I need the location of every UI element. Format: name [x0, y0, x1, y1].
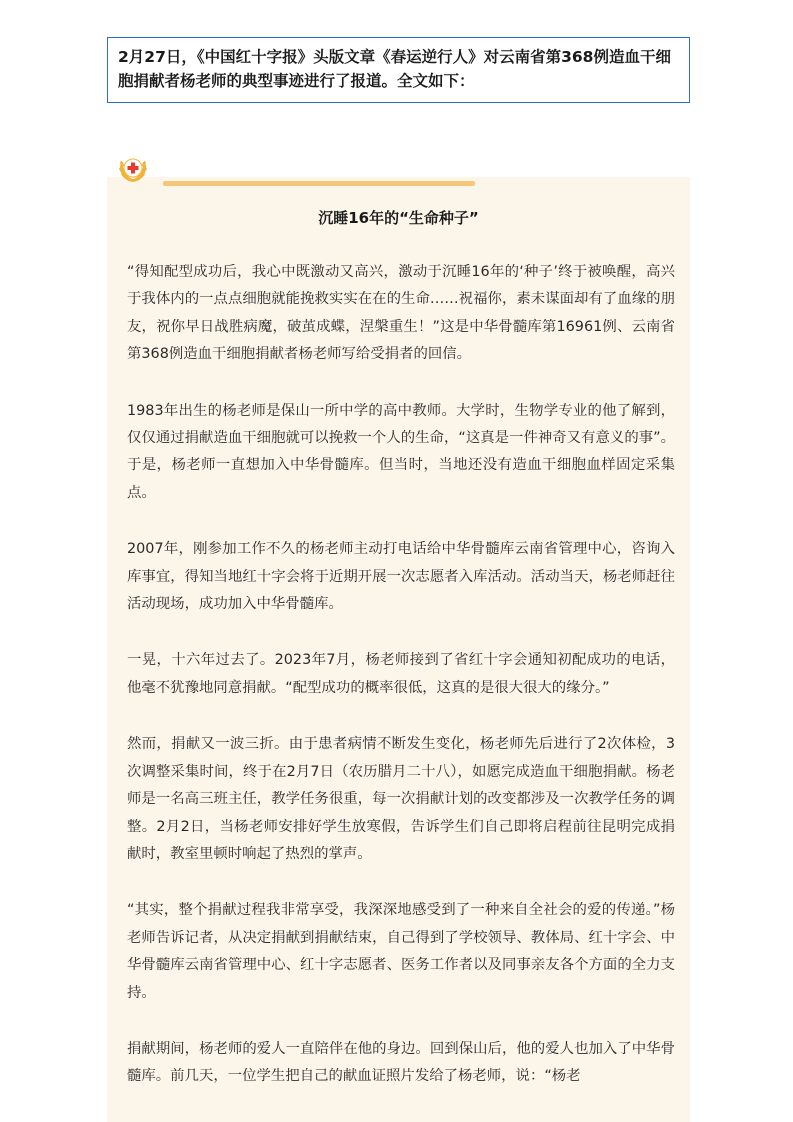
- article-body: [127, 259, 675, 1120]
- paragraph: 然而，捐献又一波三折。由于患者病情不断发生变化，杨老师先后进行了2次体检，3次调整采集时间，终于在2月7日（农历腊月二十八），如愿完成造血干细胞捐献。杨老师是一名高三班主任，教学任务很重，每一次捐献计划的改变都涉及一次教学任务的调整。2月2日，当杨老师安排好学生放寒假，告诉学生们自己即将启程前往昆明完成捐献时，教室里顿时响起了热烈的掌声。: [127, 736, 675, 862]
- paragraph: 一晃，十六年过去了。2023年7月，杨老师接到了省红十字会通知初配成功的电话，他毫不犹豫地同意捐献。“配型成功的概率很低，这真的是很大很大的缘分。”: [127, 652, 675, 696]
- paragraph: 2007年，刚参加工作不久的杨老师主动打电话给中华骨髓库云南省管理中心，咨询入库事宜，得知当地红十字会将于近期开展一次志愿者入库活动。活动当天，杨老师赶往活动现场，成功加入中华骨髓库。: [127, 541, 675, 613]
- intro-text: 2月27日，《中国红十字报》头版文章《春运逆行人》对云南省第368例造血干细胞捐献者杨老师的典型事迹进行了报道。全文如下：: [118, 48, 671, 90]
- paragraph: “得知配型成功后，我心中既激动又高兴，激动于沉睡16年的‘种子’终于被唤醒，高兴于我体内的一点点细胞就能挽救实实在在的生命……祝福你，素未谋面却有了血缘的朋友，祝你早日战胜病魔，破茧成蝶，涅槃重生！”这是中华骨髓库第16961例、云南省第368例造血干细胞捐献者杨老师写给受捐者的回信。: [127, 264, 675, 363]
- red-cross-emblem-icon: [117, 153, 149, 185]
- paragraph: 捐献期间，杨老师的爱人一直陪伴在他的身边。回到保山后，他的爱人也加入了中华骨髓库。前几天，一位学生把自己的献血证照片发给了杨老师，说：“杨老: [127, 1040, 675, 1085]
- article-heading: 沉睡16年的“生命种子”: [318, 209, 479, 227]
- paragraph: 1983年出生的杨老师是保山一所中学的高中教师。大学时，生物学专业的他了解到，仅仅通过捐献造血干细胞就可以挽救一个人的生命，“这真是一件神奇又有意义的事”。于是，杨老师一直想加入中华骨髓库。但当时，当地还没有造血干细胞血样固定采集点。: [127, 402, 675, 501]
- paragraph: “其实，整个捐献过程我非常享受，我深深地感受到了一种来自全社会的爱的传递。”杨老师告诉记者，从决定捐献到捐献结束，自己得到了学校领导、教体局、红十字会、中华骨髓库云南省管理中心、红十字志愿者、医务工作者以及同事亲友各个方面的全力支持。: [127, 902, 675, 1001]
- decorative-divider: [163, 181, 475, 186]
- intro-box: [107, 37, 690, 103]
